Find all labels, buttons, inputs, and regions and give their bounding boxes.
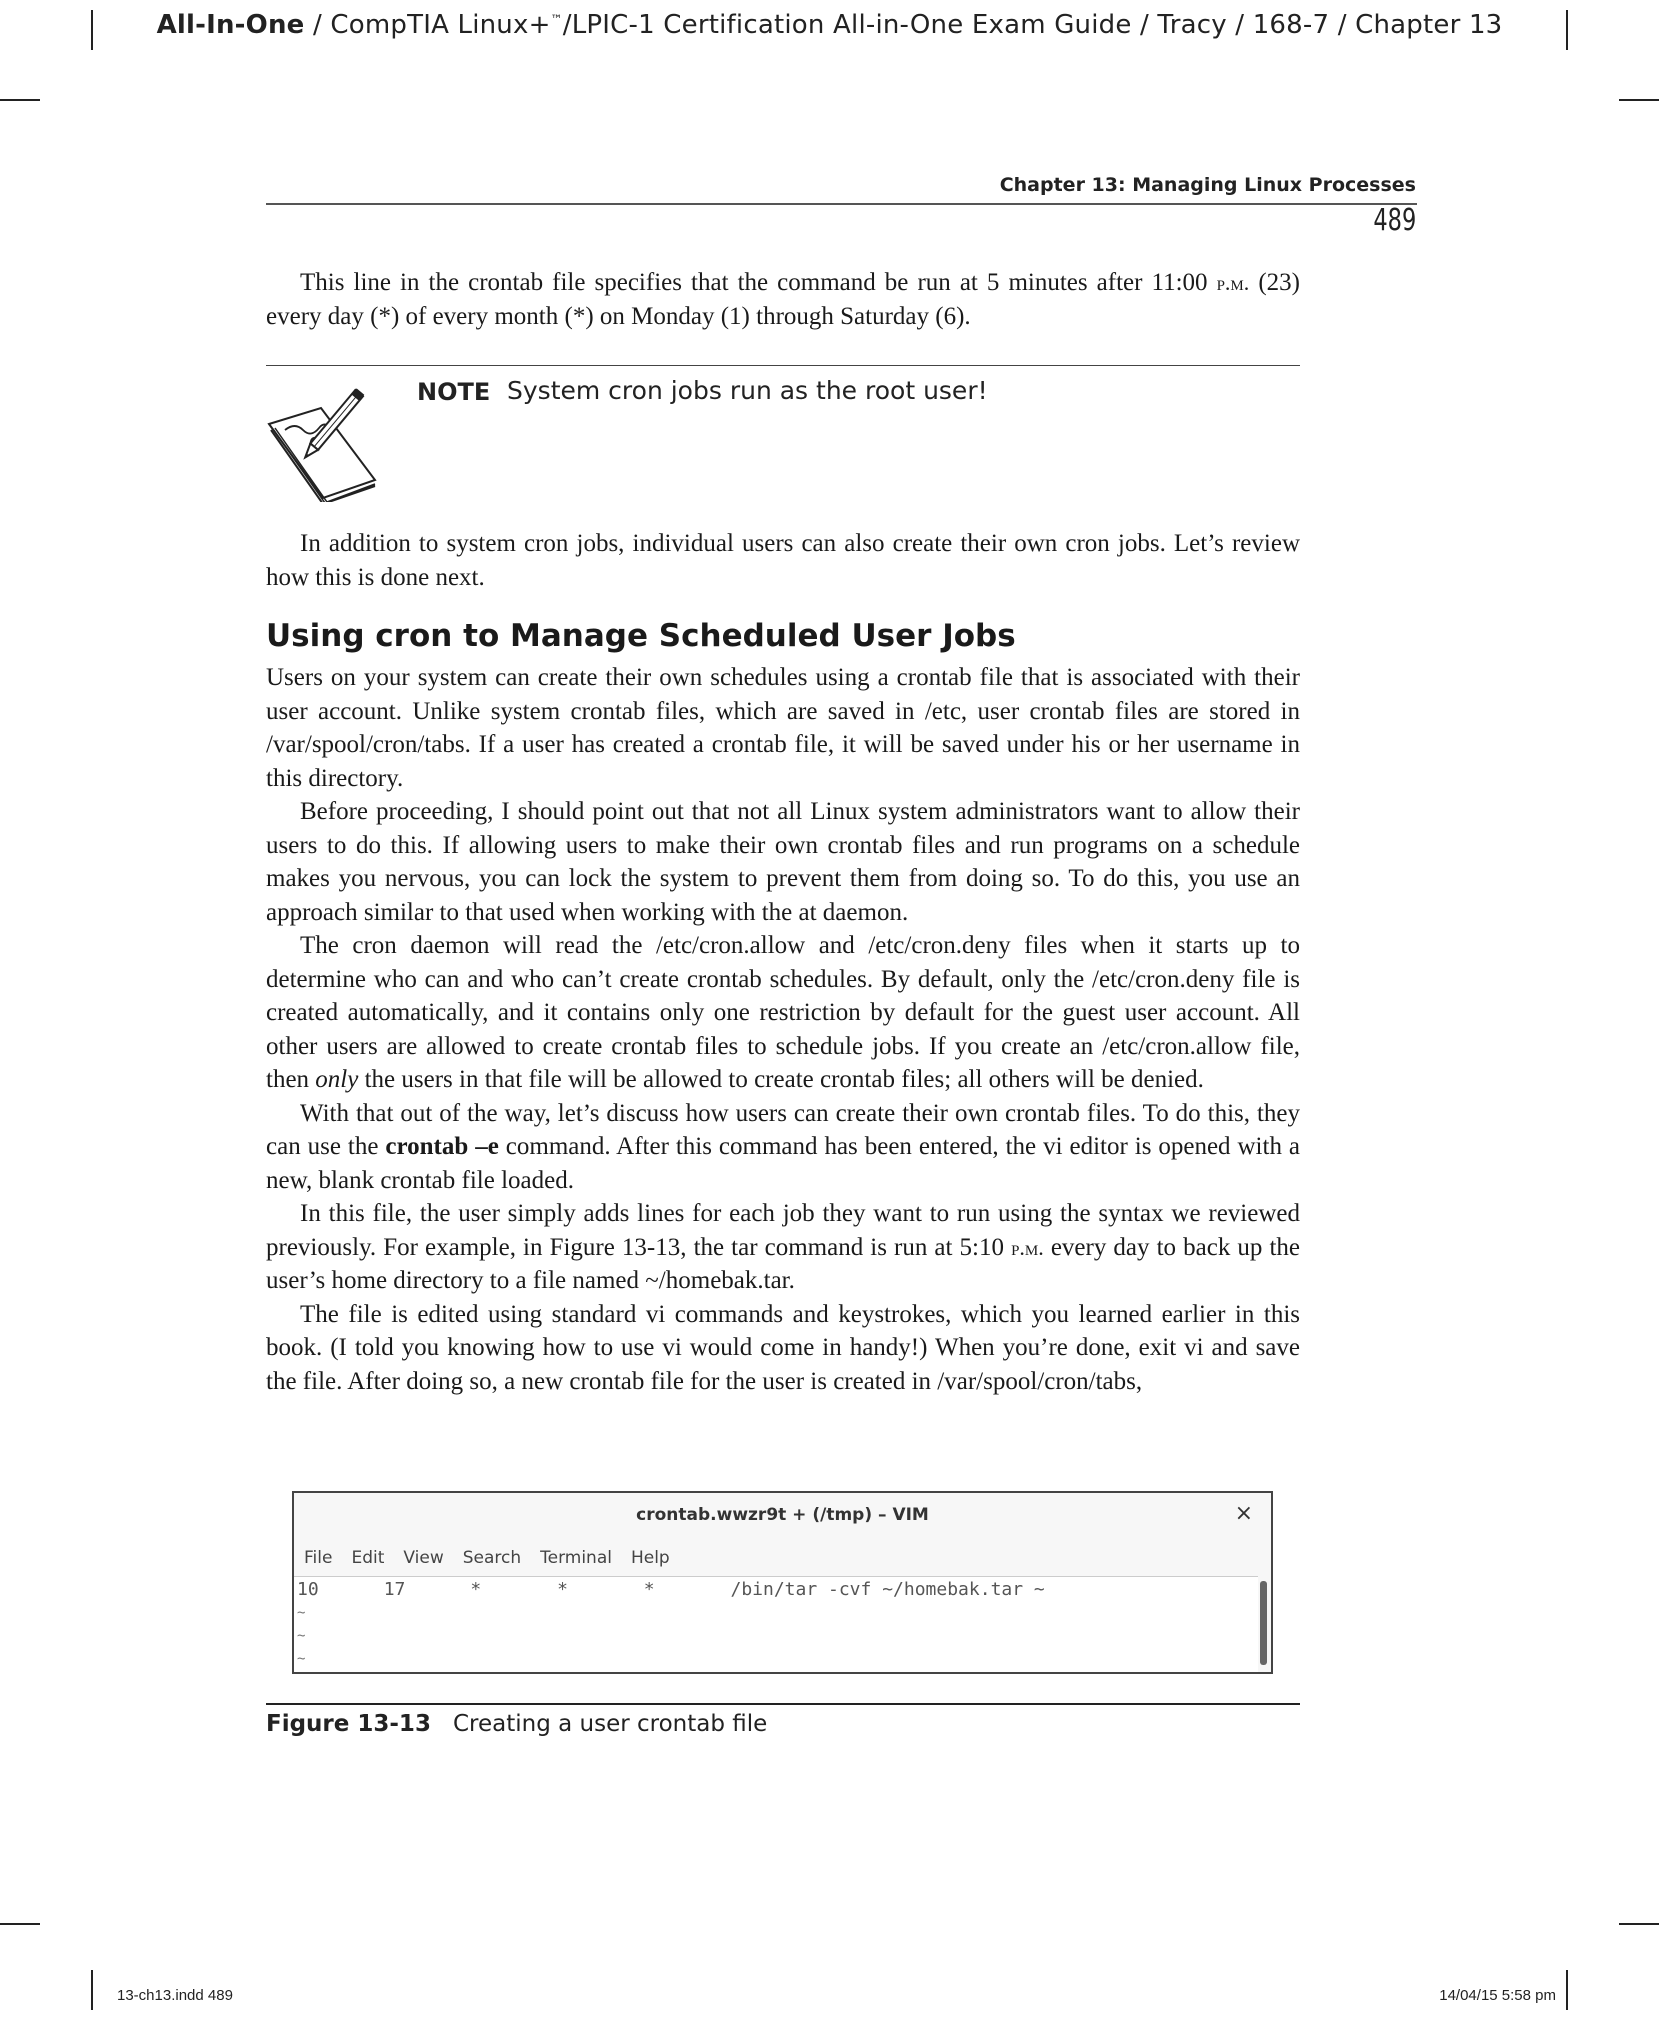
crop-mark: [1566, 1970, 1568, 2010]
crop-mark: [1619, 99, 1659, 101]
body-text: [266, 661, 1300, 1398]
running-head: All-In-One / CompTIA Linux+™/LPIC-1 Certification All-in-One Exam Guide / Tracy / 168-7 / Chapter 13: [156, 10, 1503, 40]
slug-left: 13-ch13.indd 489: [117, 1987, 233, 2004]
vim-terminal-window: [292, 1491, 1273, 1674]
figure-rule: [266, 1703, 1300, 1705]
crontab-line: 10 17 * * * /bin/tar -cvf ~/homebak.tar ~: [297, 1579, 1045, 1600]
page-number: 489: [1373, 203, 1416, 238]
paragraph: The cron daemon will read the /etc/cron.allow and /etc/cron.deny files when it starts up to determine who can and who can’t create crontab schedules. By default, only the /etc/cron.deny file is created automatically, and it contains only one restriction by default for the guest user account. All other users are allowed to create crontab files to schedule jobs. If you create an /etc/cron.allow file, then only the users in that file will be allowed to create crontab files; all others will be denied.: [266, 932, 1300, 1093]
paragraph: The file is edited using standard vi commands and keystrokes, which you learned earlier in this book. (I told you knowing how to use vi would come in handy!) When you’re done, exit vi and save the file. After doing so, a new crontab file for the user is created in /var/spool/cron/tabs,: [266, 1300, 1300, 1395]
scrollbar[interactable]: [1260, 1581, 1267, 1665]
paragraph: With that out of the way, let’s discuss how users can create their own crontab files. To do this, they can use the crontab –e command. After this command has been entered, the vi editor is opened with a new, blank crontab file loaded.: [266, 1099, 1300, 1194]
paragraph: In addition to system cron jobs, individual users can also create their own cron jobs. Let’s review how this is done next.: [266, 530, 1300, 591]
crop-mark: [0, 99, 40, 101]
figure-caption: Figure 13-13 Creating a user crontab file: [266, 1711, 768, 1737]
note-text: System cron jobs run as the root user!: [507, 376, 988, 405]
close-icon[interactable]: ×: [1234, 1501, 1253, 1526]
note-label: NOTE: [417, 378, 491, 406]
menu-view[interactable]: View: [403, 1548, 444, 1568]
menu-terminal[interactable]: Terminal: [540, 1548, 612, 1568]
crop-mark: [1619, 1923, 1659, 1925]
section-heading: Using cron to Manage Scheduled User Jobs: [266, 618, 1016, 654]
paragraph: Before proceeding, I should point out that not all Linux system administrators want to allow their users to do this. If allowing users to make their own crontab files and run programs on a schedule makes you nervous, you can lock the system to prevent them from doing so. To do this, you use an approach similar to that used when working with the at daemon.: [266, 798, 1300, 926]
notepad-pencil-icon: [265, 380, 377, 502]
window-title: crontab.wwzr9t + (/tmp) – VIM: [636, 1505, 929, 1525]
crop-mark: [0, 1923, 40, 1925]
slug-right: 14/04/15 5:58 pm: [1439, 1987, 1556, 2004]
menu-help[interactable]: Help: [630, 1548, 670, 1568]
note-rule: [266, 365, 1300, 366]
intro-paragraph: This line in the crontab file specifies that the command be run at 5 minutes after 11:00 p.m. (23) every day (*) of every month (*) on Monday (1) through Saturday (6).: [266, 269, 1300, 330]
menu-edit[interactable]: Edit: [351, 1548, 385, 1568]
chapter-title: Chapter 13: Managing Linux Processes: [999, 174, 1416, 196]
menu-file[interactable]: File: [304, 1548, 333, 1568]
crop-mark: [91, 1970, 93, 2010]
header-rule: [266, 203, 1417, 205]
empty-line-marker: ~: [297, 1651, 306, 1667]
menu-bar: [304, 1548, 689, 1568]
empty-line-marker: ~: [297, 1605, 306, 1621]
menu-search[interactable]: Search: [462, 1548, 522, 1568]
empty-line-marker: ~: [297, 1628, 306, 1644]
paragraph: In this file, the user simply adds lines for each job they want to run using the syntax we reviewed previously. For example, in Figure 13-13, the tar command is run at 5:10 p.m. every day to back up the user’s home directory to a file named ~/homebak.tar.: [266, 1200, 1301, 1294]
editor-area[interactable]: [294, 1576, 1258, 1672]
paragraph: Users on your system can create their own schedules using a crontab file that is associated with their user account. Unlike system crontab files, which are saved in /etc, user crontab files are stored in /var/spool/cron/tabs. If a user has created a crontab file, it will be saved under his or her username in this directory.: [266, 664, 1300, 792]
